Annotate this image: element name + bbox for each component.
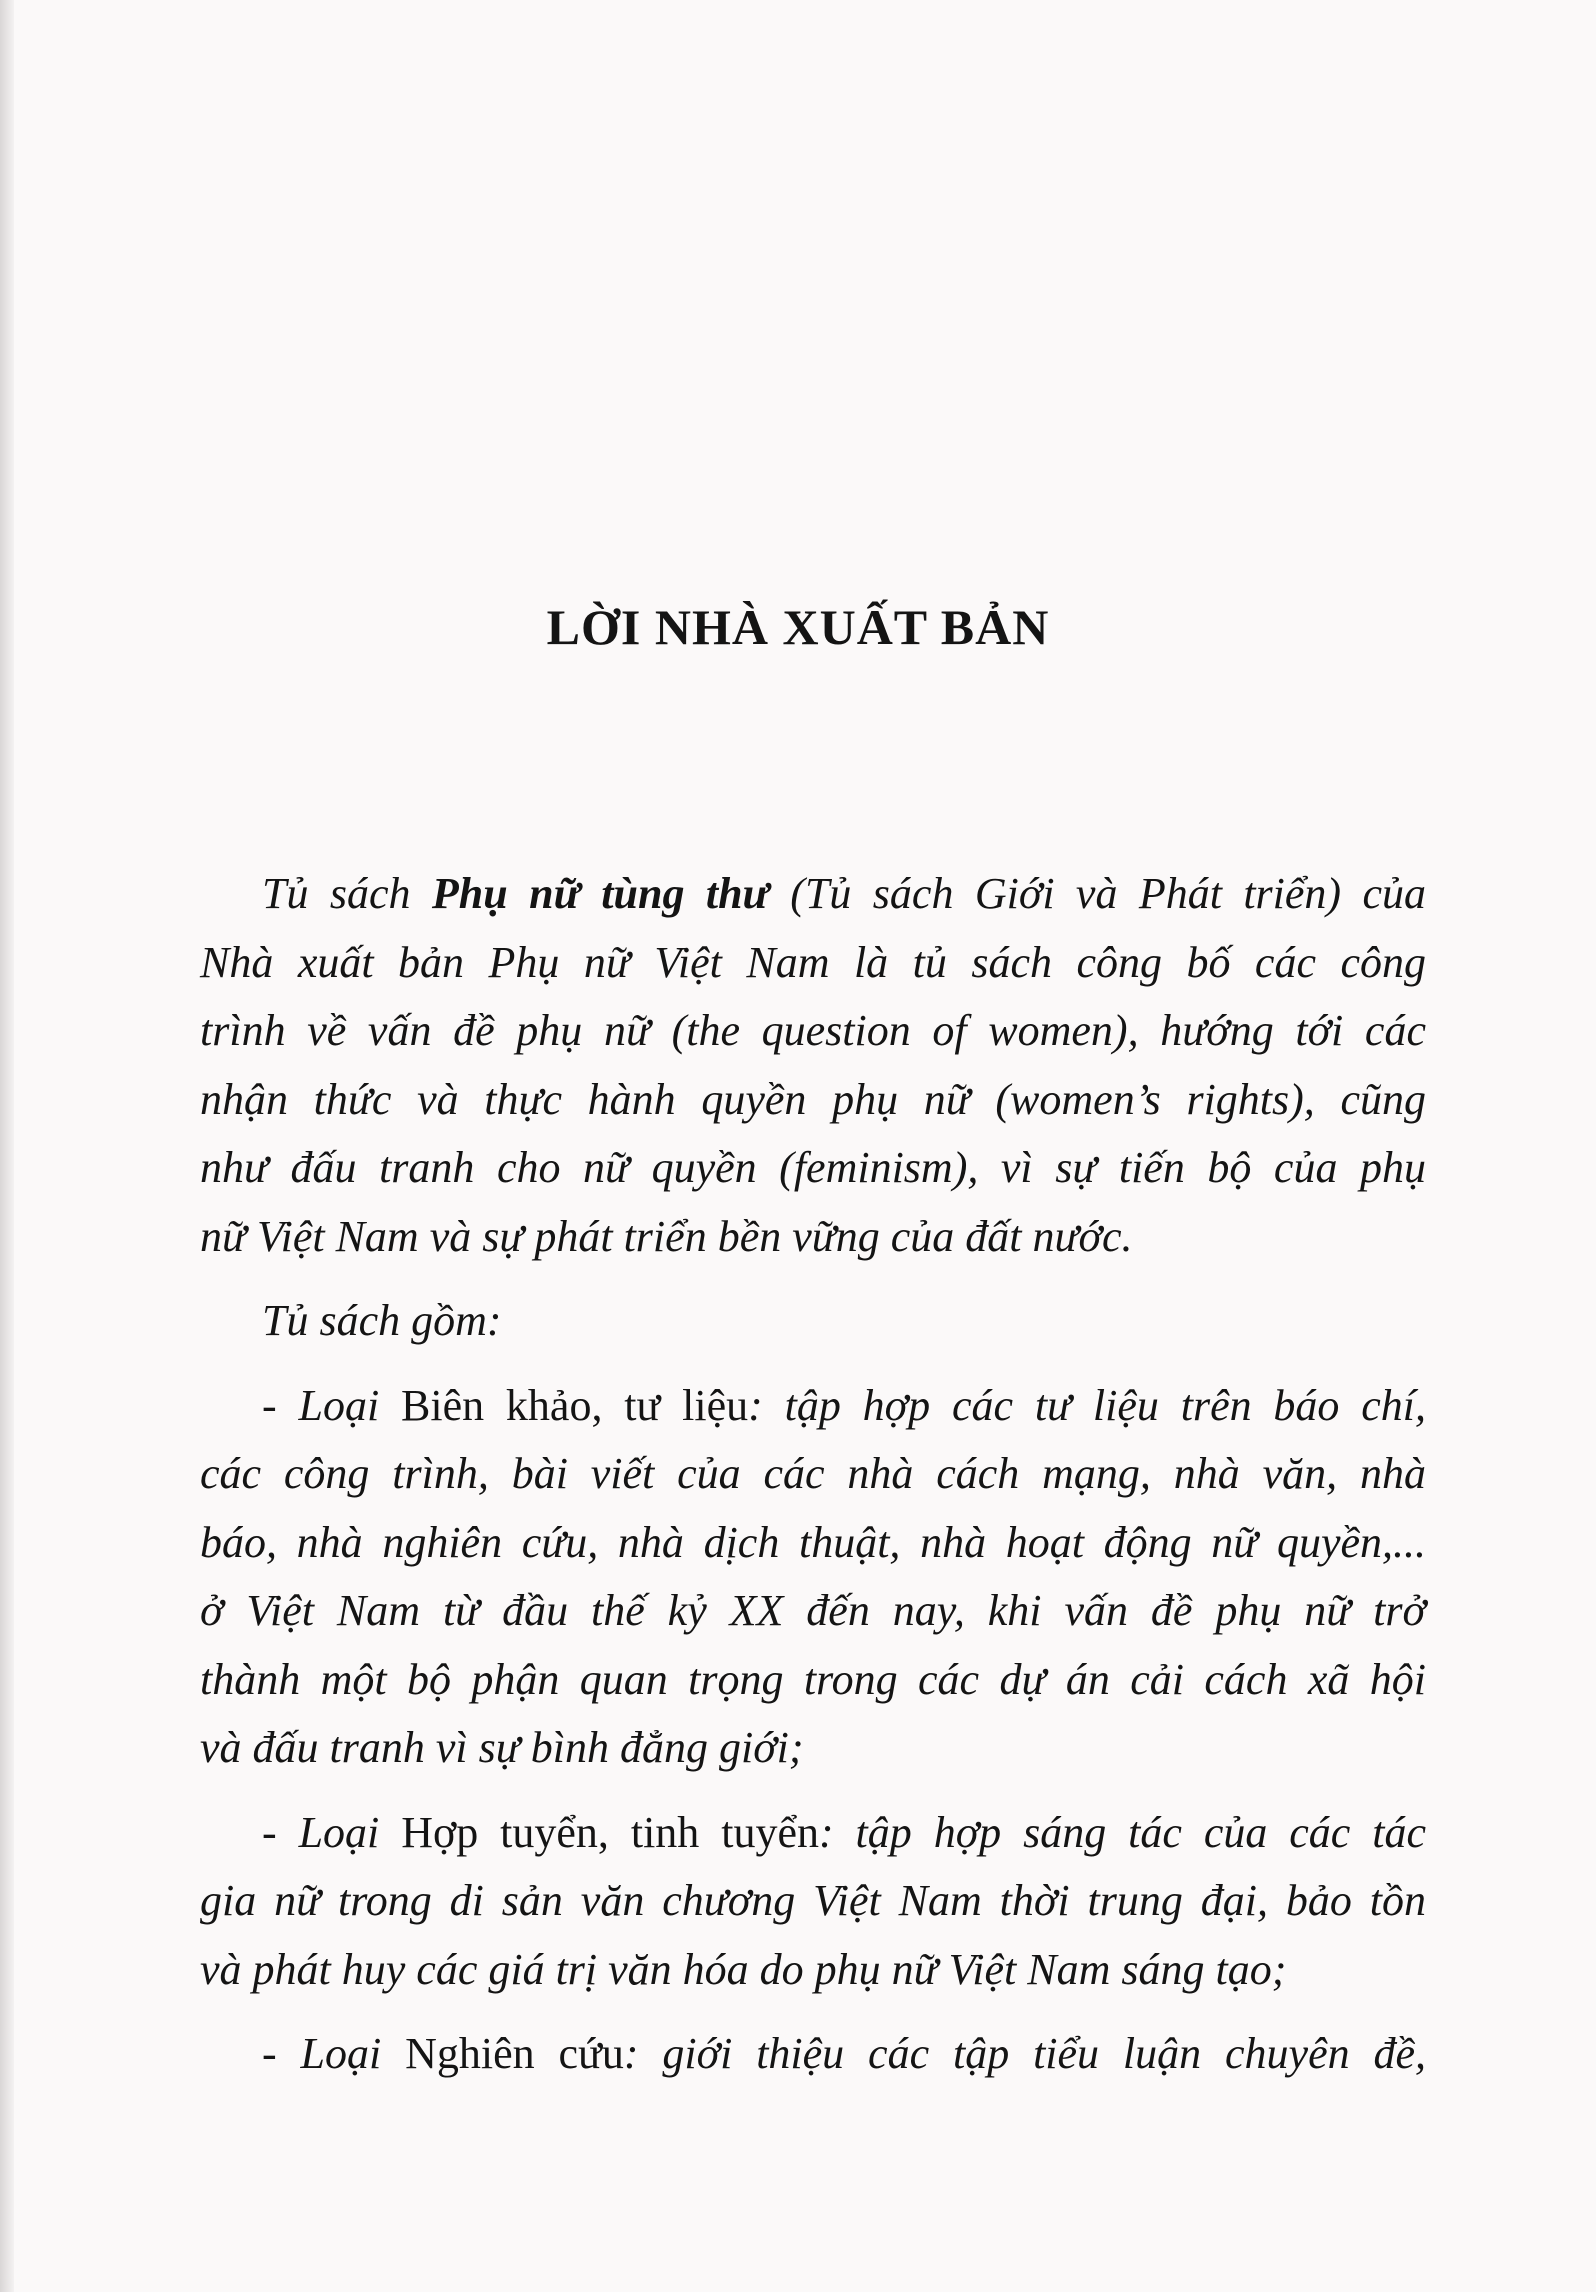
text-line [200,1799,1426,1868]
text-run: các công trình, bài viết của các nhà cách mạng, nhà văn, nhà [200,1449,1426,1498]
text-run: - Loại [262,1380,401,1430]
page-binding-edge [0,0,14,2292]
text-run: Tủ sách [262,869,432,918]
paragraph [200,2020,1426,2089]
text-run: gia nữ trong di sản văn chương Việt Nam thời trung đại, bảo tồn [200,1876,1426,1925]
text-run: và phát huy các giá trị văn hóa do phụ nữ Việt Nam sáng tạo; [200,1944,1287,1994]
text-run: - Loại [262,2029,406,2078]
text-run: Nhà xuất bản Phụ nữ Việt Nam là tủ sách công bố các công [200,937,1426,987]
page-body [200,860,1426,2089]
text-run: Biên khảo, tư liệu [401,1380,749,1430]
text-run: - Loại [262,1807,402,1857]
text-run: Tủ sách gồm: [262,1296,502,1345]
text-line [200,1577,1426,1646]
text-run: nhận thức và thực hành quyền phụ nữ (women’s rights), cũng [200,1074,1426,1124]
paragraph [200,1372,1426,1783]
text-line [200,860,1426,929]
text-run: Hợp tuyển, tinh tuyển [401,1807,819,1857]
paragraph-gap [200,1271,1426,1287]
text-run: như đấu tranh cho nữ quyền (feminism), vì sự tiến bộ của phụ [200,1143,1426,1192]
text-run: ở Việt Nam từ đầu thế kỷ XX đến nay, khi vấn đề phụ nữ trở [200,1586,1426,1635]
text-line [200,1372,1426,1441]
text-line [200,2020,1426,2089]
text-line [200,1714,1426,1783]
page-title: LỜI NHÀ XUẤT BẢN [546,599,1050,655]
text-line [200,1287,1426,1356]
paragraph [200,860,1426,1271]
text-run: : tập hợp các tư liệu trên báo chí, [748,1380,1426,1430]
text-line [200,1203,1426,1272]
text-line [200,1936,1426,2005]
text-line [200,1509,1426,1578]
paragraph-gap [200,2004,1426,2020]
text-line [200,997,1426,1066]
text-run: : giới thiệu các tập tiểu luận chuyên đề, [623,2029,1426,2078]
text-line [200,1646,1426,1715]
text-run: thành một bộ phận quan trọng trong các dự án cải cách xã hội [200,1654,1426,1704]
text-run: báo, nhà nghiên cứu, nhà dịch thuật, nhà hoạt động nữ quyền,... [200,1517,1426,1567]
text-run: : tập hợp sáng tác của các tác [818,1807,1426,1857]
paragraph [200,1799,1426,2005]
paragraph [200,1287,1426,1356]
text-line [200,1134,1426,1203]
bold-text-run: Phụ nữ tùng thư [431,869,769,918]
text-run: Nghiên cứu [405,2029,624,2078]
paragraph-gap [200,1356,1426,1372]
text-line [200,929,1426,998]
text-run: trình về vấn đề phụ nữ (the question of women), hướng tới các [200,1006,1426,1055]
text-line [200,1867,1426,1936]
text-line [200,1440,1426,1509]
text-run: (Tủ sách Giới và Phát triển) của [768,869,1426,918]
text-line [200,1066,1426,1135]
text-run: và đấu tranh vì sự bình đẳng giới; [200,1723,804,1772]
text-run: nữ Việt Nam và sự phát triển bền vững của đất nước. [200,1211,1133,1261]
paragraph-gap [200,1783,1426,1799]
